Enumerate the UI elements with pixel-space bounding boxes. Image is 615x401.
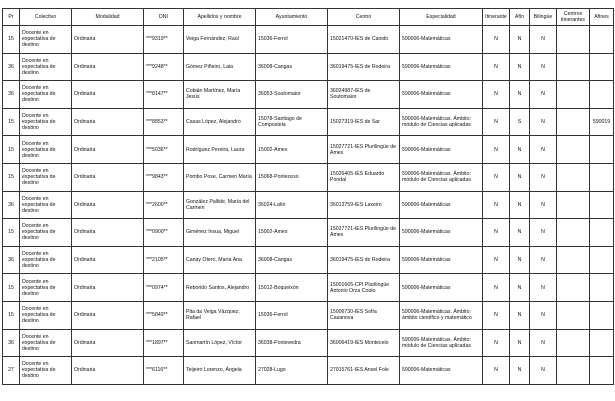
cell-modalidad: Ordinaria (72, 329, 144, 357)
cell-ayuntamiento: 15002-Ames (256, 136, 328, 164)
cell-modalidad: Ordinaria (72, 246, 144, 274)
cell-colectivo: Docente en expectativa de destino (20, 329, 72, 357)
cell-centro: 36019475-IES de Rodeira (328, 246, 400, 274)
cell-itinerante: N (483, 191, 510, 219)
cell-centro: 36013759-IES Laxeiro (328, 191, 400, 219)
cell-dni: ***0974** (144, 274, 184, 302)
cell-apellidos-nombre: Sanmartín López, Víctor (184, 329, 256, 357)
cell-apellidos-nombre: Veiga Fernández, Raúl (184, 26, 256, 54)
cell-centro: 15026405-IES Eduardo Pondal (328, 163, 400, 191)
cell-dni: ***9843** (144, 163, 184, 191)
cell-afines (590, 329, 614, 357)
cell-especialidad: 590006-Matemáticas. Ámbito: ámbito científico y matemático (400, 301, 483, 329)
cell-itinerante: N (483, 357, 510, 385)
cell-afin: N (510, 163, 530, 191)
cell-especialidad: 590006-Matemáticas (400, 246, 483, 274)
cell-apellidos-nombre: Pita da Veiga Vázquez, Rafael (184, 301, 256, 329)
cell-apellidos-nombre: Canay Otero, María Ana (184, 246, 256, 274)
cell-itinerante: N (483, 53, 510, 81)
cell-itinerante: N (483, 219, 510, 247)
cell-afines (590, 26, 614, 54)
cell-bilingue: N (530, 219, 557, 247)
cell-ayuntamiento: 36024-Lalín (256, 191, 328, 219)
cell-bilingue: N (530, 246, 557, 274)
cell-pr: 36 (3, 191, 20, 219)
cell-modalidad: Ordinaria (72, 219, 144, 247)
cell-centros-itinerantes (557, 219, 590, 247)
table-row (3, 53, 614, 81)
cell-colectivo: Docente en expectativa de destino (20, 136, 72, 164)
table-row (3, 81, 614, 109)
cell-afines (590, 246, 614, 274)
cell-especialidad: 590006-Matemáticas (400, 26, 483, 54)
cell-bilingue: N (530, 163, 557, 191)
cell-apellidos-nombre: Gómez Piñeiro, Laia (184, 53, 256, 81)
cell-especialidad: 590006-Matemáticas (400, 357, 483, 385)
cell-especialidad: 590006-Matemáticas. Ámbito: módulo de Ciencias aplicadas (400, 163, 483, 191)
cell-centros-itinerantes (557, 246, 590, 274)
cell-bilingue: N (530, 53, 557, 81)
cell-ayuntamiento: 36008-Cangas (256, 53, 328, 81)
cell-centro: 36006419-IES Montecelo (328, 329, 400, 357)
table-row (3, 163, 614, 191)
cell-apellidos-nombre: Casas López, Alejandro (184, 108, 256, 136)
cell-colectivo: Docente en expectativa de destino (20, 301, 72, 329)
cell-pr: 36 (3, 329, 20, 357)
cell-pr: 15 (3, 219, 20, 247)
cell-afin: N (510, 191, 530, 219)
table-row (3, 274, 614, 302)
cell-afines: 590019 (590, 108, 614, 136)
header-col-bilingue: Bilingüe (530, 9, 557, 26)
cell-colectivo: Docente en expectativa de destino (20, 81, 72, 109)
cell-afines (590, 274, 614, 302)
cell-centro: 15021470-IES de Canido (328, 26, 400, 54)
cell-dni: ***9319** (144, 26, 184, 54)
cell-ayuntamiento: 15036-Ferrol (256, 26, 328, 54)
cell-centros-itinerantes (557, 81, 590, 109)
cell-afin: N (510, 301, 530, 329)
cell-modalidad: Ordinaria (72, 357, 144, 385)
cell-pr: 36 (3, 246, 20, 274)
cell-especialidad: 590006-Matemáticas (400, 81, 483, 109)
cell-especialidad: 590006-Matemáticas. Ámbito: módulo de Ciencias aplicadas (400, 329, 483, 357)
cell-dni: ***9248** (144, 53, 184, 81)
cell-colectivo: Docente en expectativa de destino (20, 53, 72, 81)
cell-itinerante: N (483, 81, 510, 109)
cell-ayuntamiento: 15036-Ferrol (256, 301, 328, 329)
cell-afines (590, 53, 614, 81)
cell-itinerante: N (483, 163, 510, 191)
table-row (3, 246, 614, 274)
cell-colectivo: Docente en expectativa de destino (20, 219, 72, 247)
header-col-centros-itinerantes: Centros itinerantes (557, 9, 590, 26)
cell-afines (590, 219, 614, 247)
cell-pr: 15 (3, 163, 20, 191)
cell-centros-itinerantes (557, 53, 590, 81)
cell-centro: 15001665-CPI Plurilingüe Antonio Orza Couto (328, 274, 400, 302)
cell-pr: 15 (3, 301, 20, 329)
header-col-afines: Afines (590, 9, 614, 26)
cell-ayuntamiento: 36053-Soutomaior (256, 81, 328, 109)
cell-afines (590, 163, 614, 191)
cell-itinerante: N (483, 246, 510, 274)
table-row (3, 219, 614, 247)
cell-especialidad: 590006-Matemáticas (400, 191, 483, 219)
cell-centro: 36024987-IES de Soutomaior (328, 81, 400, 109)
cell-bilingue: N (530, 26, 557, 54)
cell-bilingue: N (530, 81, 557, 109)
cell-afin: N (510, 274, 530, 302)
cell-itinerante: N (483, 274, 510, 302)
cell-apellidos-nombre: Pombo Pose, Carmen María (184, 163, 256, 191)
cell-colectivo: Docente en expectativa de destino (20, 191, 72, 219)
cell-modalidad: Ordinaria (72, 136, 144, 164)
header-col-centro: Centro (328, 9, 400, 26)
cell-itinerante: N (483, 136, 510, 164)
cell-bilingue: N (530, 136, 557, 164)
cell-centro: 15006730-IES Sofía Casanova (328, 301, 400, 329)
cell-centros-itinerantes (557, 136, 590, 164)
cell-modalidad: Ordinaria (72, 53, 144, 81)
table-row (3, 301, 614, 329)
table-row (3, 26, 614, 54)
cell-pr: 15 (3, 136, 20, 164)
cell-ayuntamiento: 36038-Pontevedra (256, 329, 328, 357)
cell-itinerante: N (483, 108, 510, 136)
table-header (3, 9, 614, 26)
cell-centros-itinerantes (557, 329, 590, 357)
cell-bilingue: N (530, 108, 557, 136)
cell-centros-itinerantes (557, 108, 590, 136)
cell-modalidad: Ordinaria (72, 81, 144, 109)
header-col-colectivo: Colectivo (20, 9, 72, 26)
cell-dni: ***5036** (144, 136, 184, 164)
cell-colectivo: Docente en expectativa de destino (20, 26, 72, 54)
cell-centros-itinerantes (557, 274, 590, 302)
cell-afin: N (510, 26, 530, 54)
cell-pr: 15 (3, 26, 20, 54)
cell-bilingue: N (530, 274, 557, 302)
cell-afines (590, 191, 614, 219)
cell-apellidos-nombre: Rodríguez Pereira, Laura (184, 136, 256, 164)
cell-centro: 15027721-IES Plurilingüe de Ames (328, 219, 400, 247)
cell-especialidad: 590006-Matemáticas. Ámbito: módulo de Ciencias aplicadas (400, 108, 483, 136)
cell-colectivo: Docente en expectativa de destino (20, 357, 72, 385)
cell-afin: N (510, 329, 530, 357)
cell-dni: ***0900** (144, 219, 184, 247)
header-col-afin: Afín (510, 9, 530, 26)
cell-afin: N (510, 53, 530, 81)
cell-dni: ***6116** (144, 357, 184, 385)
cell-dni: ***1897** (144, 329, 184, 357)
cell-pr: 27 (3, 357, 20, 385)
cell-modalidad: Ordinaria (72, 163, 144, 191)
header-col-modalidad: Modalidad (72, 9, 144, 26)
cell-colectivo: Docente en expectativa de destino (20, 274, 72, 302)
cell-itinerante: N (483, 329, 510, 357)
cell-bilingue: N (530, 329, 557, 357)
cell-centros-itinerantes (557, 301, 590, 329)
cell-dni: ***2105** (144, 246, 184, 274)
header-col-ayuntamiento: Ayuntamiento (256, 9, 328, 26)
header-row (3, 9, 614, 26)
cell-centro: 15027721-IES Plurilingüe de Ames (328, 136, 400, 164)
cell-bilingue: N (530, 301, 557, 329)
cell-apellidos-nombre: Cobián Martínez, María Jesús (184, 81, 256, 109)
cell-afin: N (510, 81, 530, 109)
cell-ayuntamiento: 15068-Ponteceso (256, 163, 328, 191)
cell-centros-itinerantes (557, 357, 590, 385)
cell-modalidad: Ordinaria (72, 274, 144, 302)
cell-afin: N (510, 219, 530, 247)
cell-ayuntamiento: 27028-Lugo (256, 357, 328, 385)
cell-dni: ***2600** (144, 191, 184, 219)
header-col-itinerante: Itinerante (483, 9, 510, 26)
table-row (3, 136, 614, 164)
cell-centros-itinerantes (557, 191, 590, 219)
cell-apellidos-nombre: Giménez Insua, Miguel (184, 219, 256, 247)
cell-apellidos-nombre: Teijeiro Lorenzo, Ángela (184, 357, 256, 385)
cell-afines (590, 301, 614, 329)
cell-dni: ***5849** (144, 301, 184, 329)
cell-afines (590, 81, 614, 109)
cell-colectivo: Docente en expectativa de destino (20, 246, 72, 274)
cell-centros-itinerantes (557, 26, 590, 54)
cell-modalidad: Ordinaria (72, 108, 144, 136)
cell-pr: 15 (3, 108, 20, 136)
cell-apellidos-nombre: González Pallide, María del Carmen (184, 191, 256, 219)
table-body (3, 26, 614, 385)
cell-modalidad: Ordinaria (72, 301, 144, 329)
cell-pr: 15 (3, 274, 20, 302)
table-row (3, 191, 614, 219)
cell-apellidos-nombre: Reborido Santos, Alejandro (184, 274, 256, 302)
table-row (3, 108, 614, 136)
cell-especialidad: 590006-Matemáticas (400, 219, 483, 247)
cell-especialidad: 590006-Matemáticas (400, 53, 483, 81)
cell-bilingue: N (530, 191, 557, 219)
cell-dni: ***8147** (144, 81, 184, 109)
cell-ayuntamiento: 15078-Santiago de Compostela (256, 108, 328, 136)
header-col-apellidos-nombre: Apellidos y nombre (184, 9, 256, 26)
cell-afin: S (510, 108, 530, 136)
cell-modalidad: Ordinaria (72, 191, 144, 219)
cell-especialidad: 590006-Matemáticas (400, 274, 483, 302)
cell-ayuntamiento: 15002-Ames (256, 219, 328, 247)
cell-itinerante: N (483, 26, 510, 54)
cell-afines (590, 136, 614, 164)
cell-itinerante: N (483, 301, 510, 329)
cell-centro: 27015761-IES Anxel Fole (328, 357, 400, 385)
cell-afin: N (510, 136, 530, 164)
cell-especialidad: 590006-Matemáticas (400, 136, 483, 164)
cell-modalidad: Ordinaria (72, 26, 144, 54)
header-col-especialidad: Especialidad (400, 9, 483, 26)
cell-bilingue: N (530, 357, 557, 385)
cell-colectivo: Docente en expectativa de destino (20, 108, 72, 136)
cell-afin: N (510, 246, 530, 274)
cell-pr: 36 (3, 81, 20, 109)
header-col-dni: DNI (144, 9, 184, 26)
table-row (3, 329, 614, 357)
cell-dni: ***8853** (144, 108, 184, 136)
table-row (3, 357, 614, 385)
cell-centros-itinerantes (557, 163, 590, 191)
cell-ayuntamiento: 15012-Boqueixón (256, 274, 328, 302)
cell-centro: 15027319-IES de Sar (328, 108, 400, 136)
cell-afin: N (510, 357, 530, 385)
header-col-pr: Pr (3, 9, 20, 26)
assignment-table (2, 8, 614, 385)
cell-ayuntamiento: 36008-Cangas (256, 246, 328, 274)
cell-afines (590, 357, 614, 385)
cell-centro: 36019475-IES de Rodeira (328, 53, 400, 81)
cell-pr: 36 (3, 53, 20, 81)
cell-colectivo: Docente en expectativa de destino (20, 163, 72, 191)
